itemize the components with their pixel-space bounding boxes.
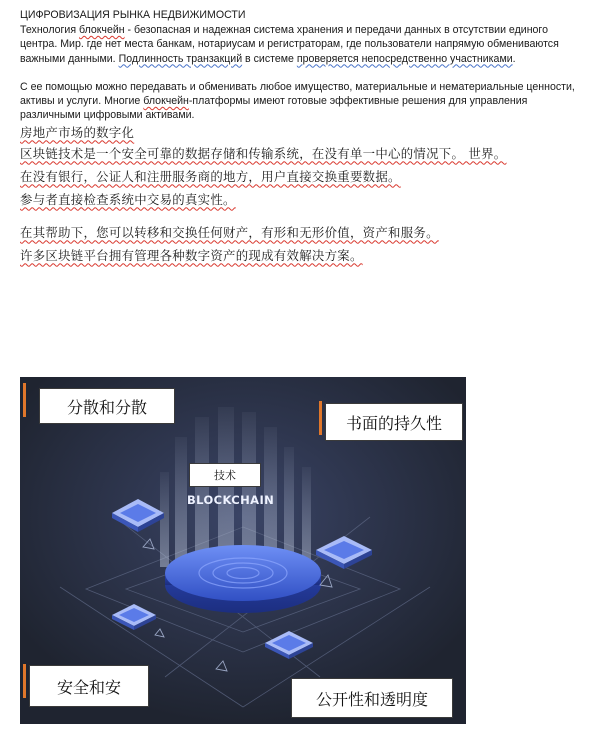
label-durability[interactable]: 书面的持久性 bbox=[325, 403, 463, 441]
blockchain-disk bbox=[165, 545, 321, 613]
spellcheck-word: блокчейн bbox=[79, 24, 125, 37]
accent-bar-bottom-left bbox=[23, 664, 26, 698]
text-run: - безопасная и надежная система хранения и передачи данных в отсутствии единого центра. Мир. где нет места банкам, нотариусам и регистраторам, где пользователи напрямую обмениваются важными данными. bbox=[20, 24, 559, 65]
zh-heading: 房地产市场的数字化 bbox=[20, 125, 135, 141]
zh-line-2: 区块链技术是一个安全可靠的数据存储和传输系统，在没有单一中心的情况下。 世界。 bbox=[20, 146, 507, 162]
blockchain-illustration[interactable] bbox=[20, 377, 466, 724]
zh-line-4: 参与者直接检查系统中交易的真实性。 bbox=[20, 192, 236, 208]
zh-line-3: 在没有银行，公证人和注册服务商的地方，用户直接交换重要数据。 bbox=[20, 169, 401, 185]
text-run: -платформы имеют готовые эффективные решения для управления различными цифровыми активами. bbox=[20, 95, 528, 122]
label-security[interactable]: 安全和安 bbox=[29, 665, 149, 707]
document-body bbox=[20, 8, 585, 267]
zh-line-5: 在其帮助下，您可以转移和交换任何财产，有形和无形价值，资产和服务。 bbox=[20, 225, 439, 241]
label-transparency[interactable]: 公开性和透明度 bbox=[291, 678, 453, 718]
blockchain-title: BLOCKCHAIN bbox=[187, 493, 275, 507]
text-run: в системе bbox=[242, 52, 297, 65]
text-run: . bbox=[512, 52, 516, 65]
paragraph-1 bbox=[20, 23, 585, 66]
label-decentralization[interactable]: 分散和分散 bbox=[39, 388, 175, 424]
paragraph-2 bbox=[20, 80, 585, 123]
spellcheck-word: блокчейн bbox=[143, 95, 189, 108]
document-title: ЦИФРОВИЗАЦИЯ РЫНКА НЕДВИЖИМОСТИ bbox=[20, 9, 246, 21]
text-run: Технология bbox=[20, 24, 79, 37]
text-run: С ее помощью можно передавать и обменивать любое имущество, материальные и нематериальные ценности, активы и услуги. Многие bbox=[20, 80, 575, 108]
grammar-flag: Подлинность транзакций bbox=[118, 52, 243, 65]
label-technology[interactable]: 技术 bbox=[189, 463, 261, 487]
grammar-flag: проверяется непосредственно участниками bbox=[296, 52, 513, 65]
accent-bar-top-left bbox=[23, 383, 26, 417]
zh-line-6: 许多区块链平台拥有管理各种数字资产的现成有效解决方案。 bbox=[20, 248, 363, 264]
accent-bar-top-right bbox=[319, 401, 322, 435]
